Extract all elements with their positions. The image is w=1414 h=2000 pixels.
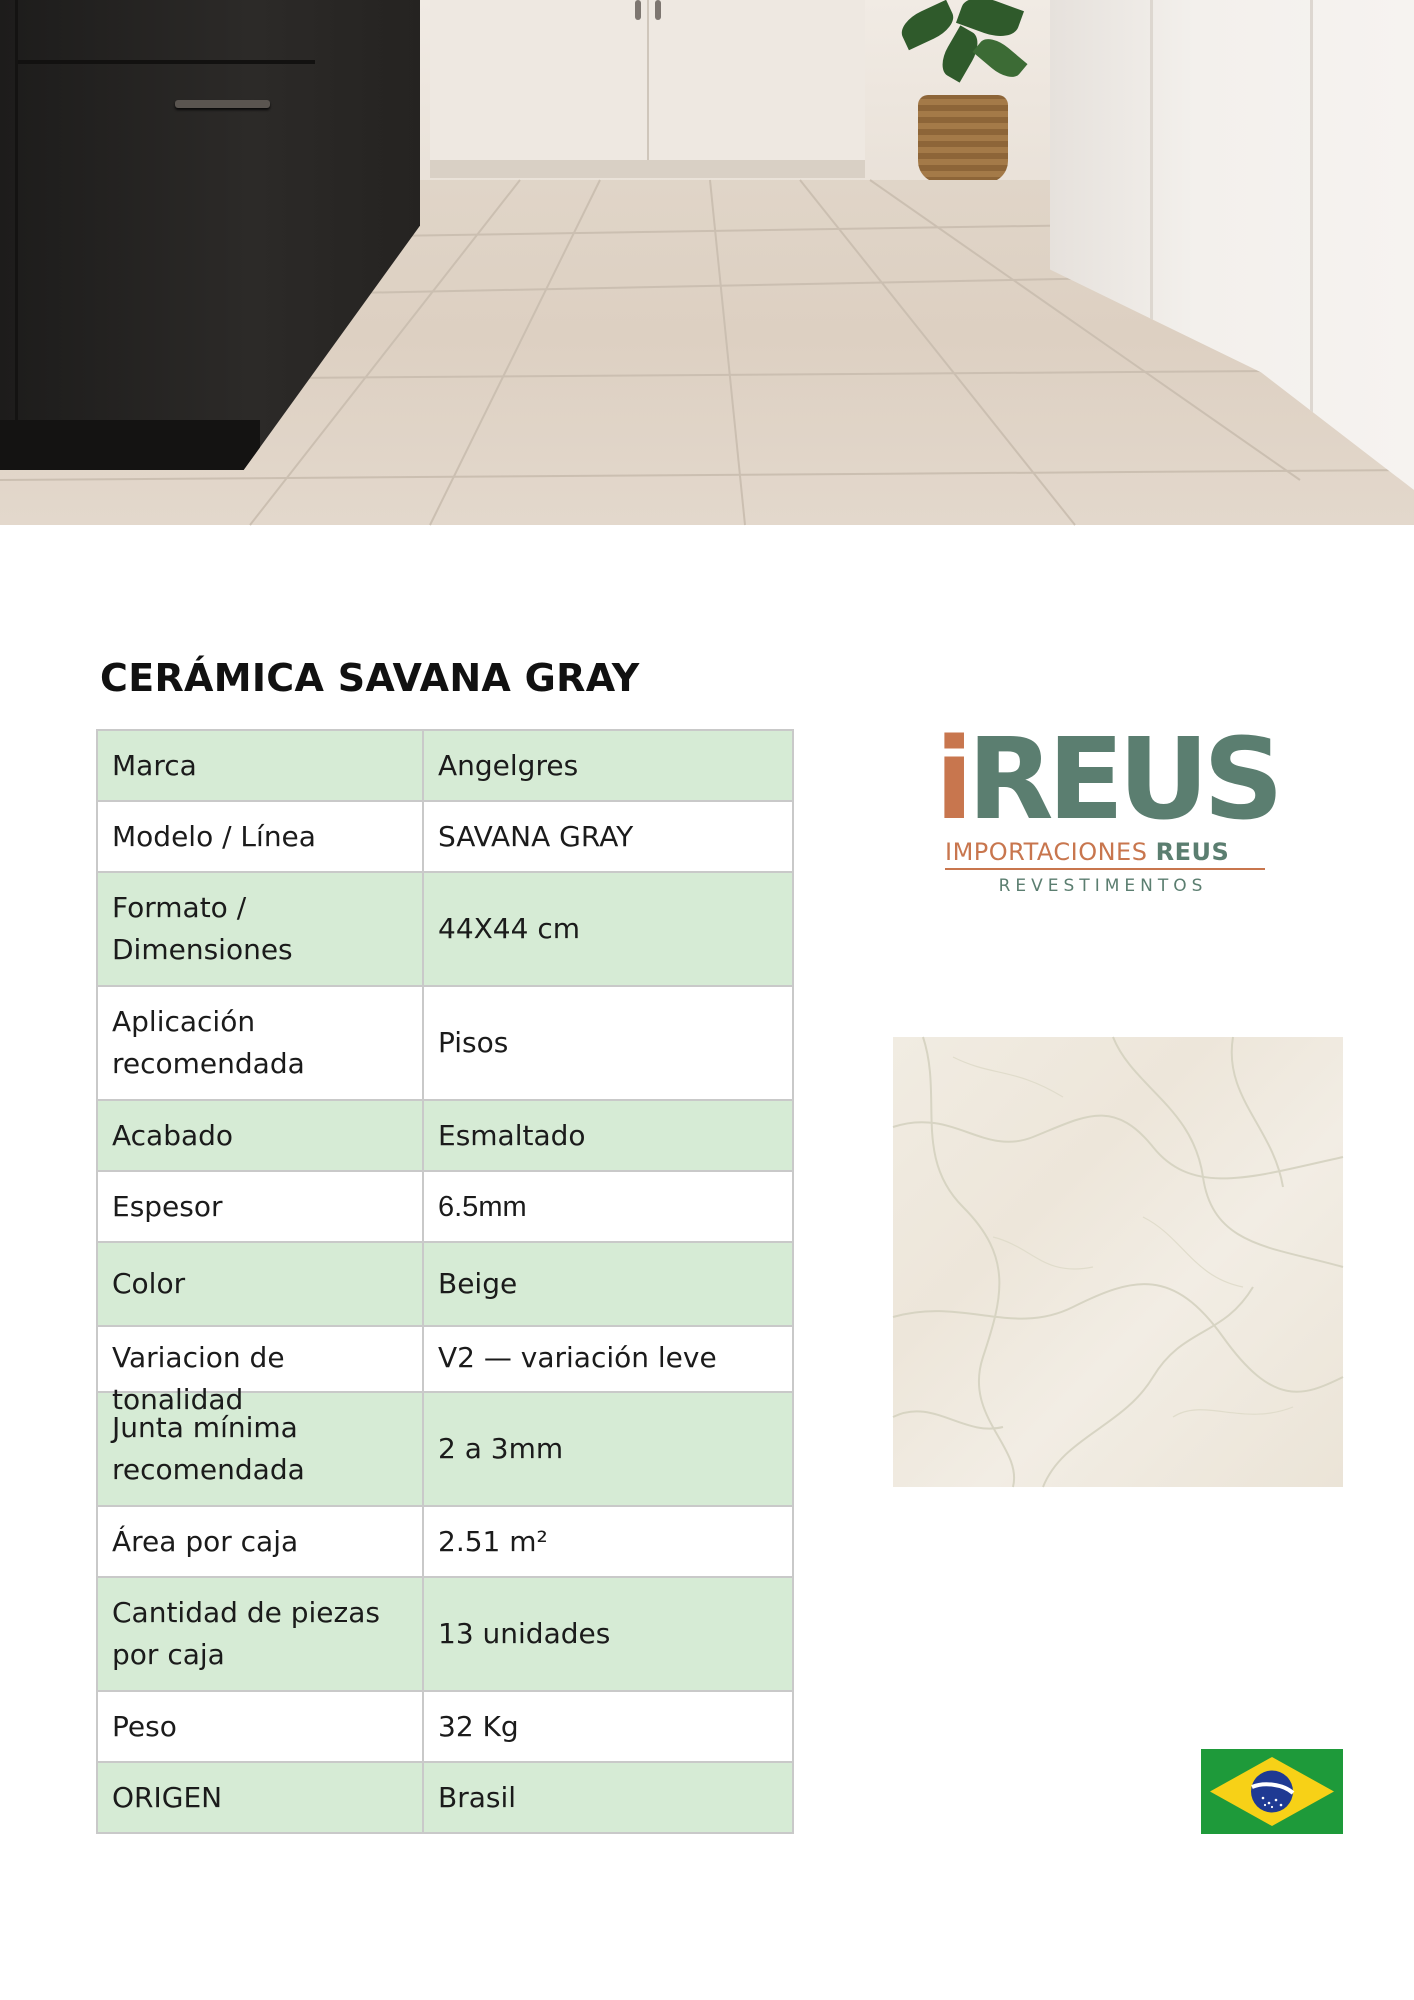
- spec-label: Color: [97, 1242, 423, 1326]
- spec-label: Aplicación recomendada: [97, 986, 423, 1100]
- spec-value: Esmaltado: [423, 1100, 793, 1171]
- spec-value: Beige: [423, 1242, 793, 1326]
- spec-row-formato: [97, 872, 793, 986]
- spec-label: Modelo / Línea: [97, 801, 423, 872]
- spec-label: Variacion de tonalidad: [112, 1341, 285, 1416]
- spec-row-piezas: [97, 1577, 793, 1691]
- spec-row-junta: [97, 1392, 793, 1506]
- brazil-flag-icon: [1201, 1749, 1343, 1834]
- spec-value: V2 — variación leve: [423, 1326, 793, 1392]
- spec-row-espesor: [97, 1171, 793, 1242]
- spec-table: [96, 729, 794, 1834]
- spec-row-origen: [97, 1762, 793, 1833]
- tile-sample-image: [893, 1037, 1343, 1487]
- spec-value: Brasil: [423, 1762, 793, 1833]
- spec-label: Junta mínima recomendada: [97, 1392, 423, 1506]
- spec-row-aplicacion: [97, 986, 793, 1100]
- logo-subtitle: IMPORTACIONES REUS: [945, 838, 1265, 870]
- spec-value: 6.5mm: [423, 1171, 793, 1242]
- spec-label: Cantidad de piezas por caja: [97, 1577, 423, 1691]
- logo-tagline: REVESTIMENTOS: [998, 876, 1208, 896]
- spec-row-acabado: [97, 1100, 793, 1171]
- logo-wordmark: iREUS: [935, 715, 1278, 845]
- spec-label: Espesor: [97, 1171, 423, 1242]
- spec-value: 32 Kg: [423, 1691, 793, 1762]
- spec-value: 13 unidades: [423, 1577, 793, 1691]
- spec-value: Angelgres: [423, 730, 793, 801]
- spec-value: SAVANA GRAY: [423, 801, 793, 872]
- spec-label: Área por caja: [97, 1506, 423, 1577]
- spec-row-area: [97, 1506, 793, 1577]
- spec-value: 2.51 m²: [423, 1506, 793, 1577]
- spec-row-marca: [97, 730, 793, 801]
- spec-row-modelo: [97, 801, 793, 872]
- spec-row-variacion: [97, 1326, 793, 1392]
- spec-value: 44X44 cm: [423, 872, 793, 986]
- spec-label: Peso: [97, 1691, 423, 1762]
- spec-row-peso: [97, 1691, 793, 1762]
- spec-label-cell: [97, 1326, 423, 1416]
- spec-label: ORIGEN: [97, 1762, 423, 1833]
- spec-value: Pisos: [423, 986, 793, 1100]
- plant-basket: [918, 95, 1008, 183]
- ireus-logo: [935, 715, 1278, 906]
- back-cabinet: [430, 0, 865, 178]
- spec-label: Formato / Dimensiones: [97, 872, 423, 986]
- hero-kitchen-image: [0, 0, 1414, 525]
- spec-value: 2 a 3mm: [423, 1392, 793, 1506]
- spec-row-color: [97, 1242, 793, 1326]
- spec-label: Acabado: [97, 1100, 423, 1171]
- product-title: CERÁMICA SAVANA GRAY: [100, 656, 640, 700]
- spec-label: Marca: [97, 730, 423, 801]
- cabinet-handle: [175, 100, 270, 108]
